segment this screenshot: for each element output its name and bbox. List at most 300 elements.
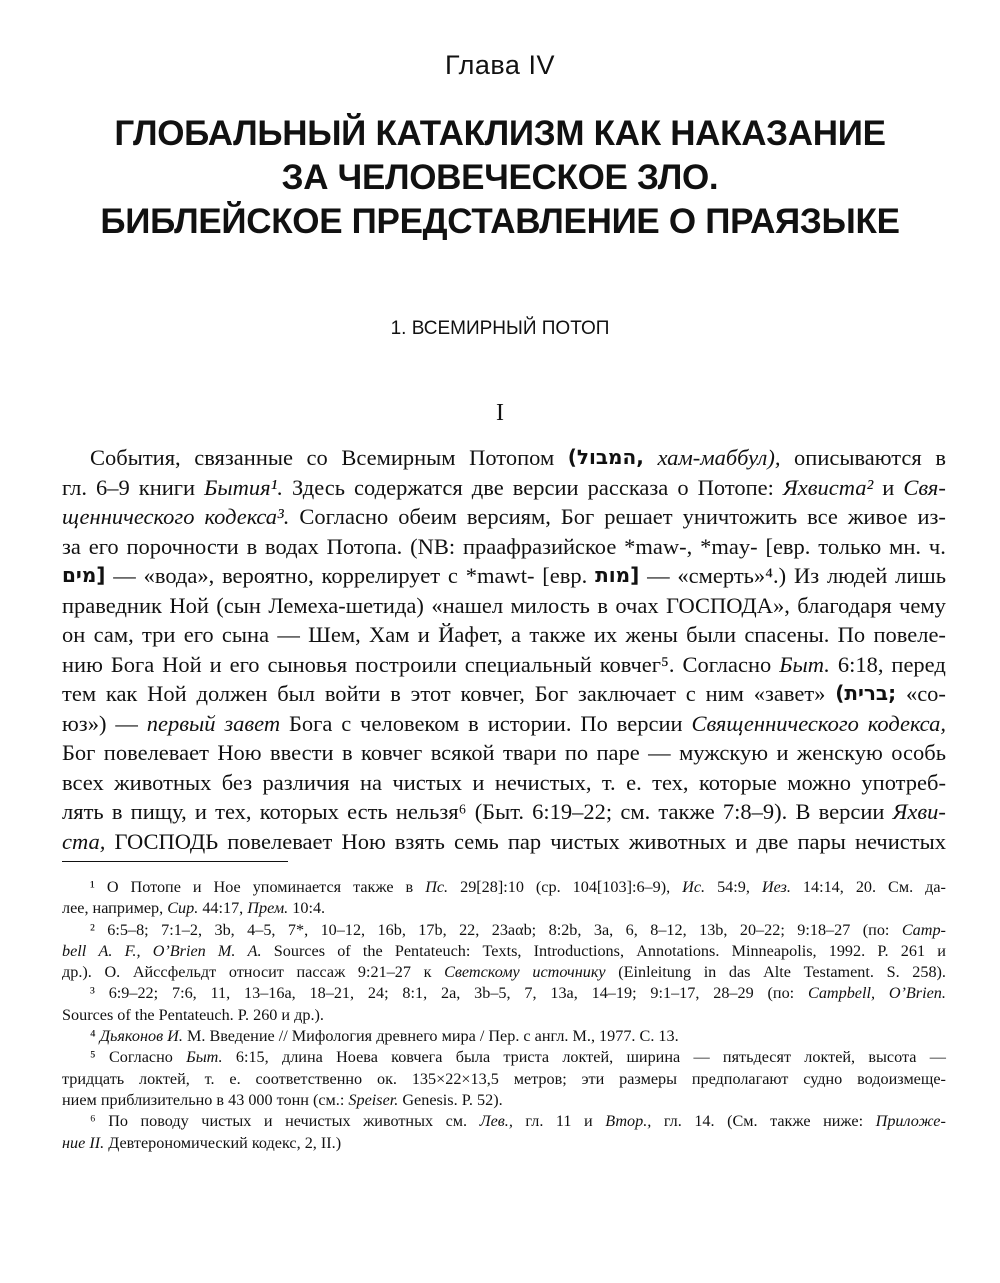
word: Дьяконов xyxy=(99,1027,164,1046)
word: связанные xyxy=(194,445,293,470)
word: 8:1, xyxy=(402,984,428,1003)
word: сына xyxy=(221,622,270,647)
word: (по: xyxy=(862,920,890,939)
word: локтей, xyxy=(139,1069,190,1088)
word: — xyxy=(693,1048,710,1067)
word: Светскому xyxy=(444,963,520,982)
word: версии xyxy=(616,710,683,736)
word: — xyxy=(929,1048,946,1067)
word: версии xyxy=(818,799,885,824)
word: 28–29 xyxy=(713,984,754,1003)
word: и xyxy=(735,828,748,854)
word: Пер. xyxy=(488,1027,520,1046)
word: есть xyxy=(347,799,388,824)
word: 17b, xyxy=(418,920,447,939)
word: Втор., xyxy=(605,1112,652,1131)
word: животных xyxy=(363,1112,434,1131)
word: С. xyxy=(639,1027,655,1046)
word: Потопе xyxy=(130,878,181,896)
word: тем xyxy=(62,681,97,706)
word: Camp- xyxy=(901,920,946,939)
word: Лемеха-шетида) xyxy=(268,592,424,618)
word: 000 xyxy=(248,1090,273,1109)
word: 43 xyxy=(228,1090,245,1109)
word: 10:4. xyxy=(292,899,326,918)
word: the xyxy=(134,1005,155,1024)
body-line xyxy=(62,797,946,827)
word: 258). xyxy=(912,963,946,982)
footnote-line xyxy=(62,941,946,962)
chapter-title-line: ЗА ЧЕЛОВЕЧЕСКОЕ ЗЛО. xyxy=(281,158,719,197)
word: также xyxy=(529,622,586,647)
word: Приложе- xyxy=(875,1112,946,1131)
word: всякой xyxy=(430,740,495,765)
word: и xyxy=(281,1005,291,1024)
footnote-line xyxy=(62,920,946,941)
body-text xyxy=(62,443,946,856)
word: 6, xyxy=(625,920,638,939)
word: По xyxy=(580,710,608,736)
word: Согласно xyxy=(299,504,389,529)
word: сыновья xyxy=(267,651,348,677)
word: — xyxy=(277,622,300,647)
word: Ной xyxy=(169,592,209,618)
word: высота xyxy=(868,1048,917,1067)
word: нием xyxy=(62,1090,97,1109)
word: ковчег, xyxy=(460,681,525,706)
word: чистых xyxy=(392,769,462,795)
word: 6:15, xyxy=(235,1048,269,1067)
word: книги xyxy=(138,474,196,500)
chapter-title xyxy=(0,112,1000,244)
word: пятьдесят xyxy=(722,1048,792,1067)
word: Sources xyxy=(62,1005,114,1024)
word: См. xyxy=(888,878,914,896)
word: др.). xyxy=(294,1005,324,1024)
word: нию xyxy=(62,651,103,677)
body-line xyxy=(62,473,946,503)
word: 135×22×13,5 xyxy=(411,1069,499,1088)
word: (по: xyxy=(767,984,795,1003)
word: и xyxy=(194,799,207,824)
word: ввести xyxy=(270,740,334,765)
word: нечистых xyxy=(854,828,946,854)
word: да- xyxy=(925,878,946,896)
word: мн. xyxy=(889,533,922,559)
word: он xyxy=(62,622,86,647)
word: II.) xyxy=(320,1133,342,1152)
word: Бога xyxy=(110,651,155,677)
word: И. xyxy=(167,1027,183,1046)
footnote-divider xyxy=(62,861,288,862)
word: [евр. xyxy=(765,533,811,559)
word: его xyxy=(229,651,260,677)
word: описываются xyxy=(794,445,922,470)
word: of xyxy=(117,1005,131,1024)
body-line xyxy=(62,561,946,591)
word: 260 xyxy=(253,1005,278,1024)
word: лять xyxy=(62,799,104,824)
word: ковчег xyxy=(360,740,423,765)
word: и xyxy=(209,651,222,677)
word: Texts, xyxy=(482,941,522,960)
word: A. xyxy=(247,941,262,960)
word: приблизительно xyxy=(100,1090,213,1109)
word: также xyxy=(353,878,394,896)
word: из- xyxy=(917,504,946,529)
word: повелевает xyxy=(227,828,333,854)
word: и xyxy=(882,474,895,500)
word: Йафет, xyxy=(438,622,503,647)
word: (см.: xyxy=(312,1090,345,1109)
word: / xyxy=(479,1027,485,1046)
word: животных xyxy=(114,769,212,795)
word: O’Brien. xyxy=(888,984,946,1003)
word: Девтерономический xyxy=(108,1133,248,1152)
word: войти xyxy=(324,681,381,706)
word: Genesis. xyxy=(402,1090,458,1109)
word: 20–22; xyxy=(739,920,785,939)
word: ГОСПОДЬ xyxy=(114,828,219,854)
word: были xyxy=(686,622,737,647)
word: Ною xyxy=(341,828,386,854)
word: Потопа. xyxy=(326,533,403,559)
word: ковчега xyxy=(391,1048,443,1067)
word: древнего xyxy=(376,1027,438,1046)
word: ⁶ xyxy=(90,1112,96,1131)
word: 52). xyxy=(477,1090,503,1109)
word: (המבול, xyxy=(567,445,644,469)
word: тех, xyxy=(215,799,252,824)
word: Всемирным xyxy=(341,445,456,470)
footnote-line xyxy=(62,877,946,898)
word: длина xyxy=(281,1048,323,1067)
word: по xyxy=(564,740,589,765)
word: Шем, xyxy=(308,622,361,647)
word: англ. xyxy=(534,1027,569,1046)
word: ¹ xyxy=(90,878,95,896)
word: Яхви- xyxy=(892,799,946,824)
word: Бытия¹. xyxy=(204,474,283,500)
word: водах xyxy=(265,533,319,559)
word: истории. xyxy=(487,710,572,736)
word: Здесь xyxy=(292,474,345,500)
word: F., xyxy=(124,941,141,960)
word: тонн xyxy=(276,1090,309,1109)
word: 9:18–27 xyxy=(797,920,851,939)
word: которые xyxy=(698,769,777,795)
word: ⁴ xyxy=(90,1027,96,1046)
word: Из xyxy=(793,563,820,588)
word: Alte xyxy=(763,963,791,982)
word: Ной xyxy=(162,651,202,677)
word: его xyxy=(88,533,119,559)
word: 6:9–22; xyxy=(108,984,159,1003)
body-line xyxy=(62,709,946,739)
word: II. xyxy=(89,1133,105,1152)
word: 6:18, xyxy=(837,651,884,677)
word: лее, xyxy=(62,899,89,918)
word: нечистых, xyxy=(494,769,592,795)
word: «вода», xyxy=(143,563,215,588)
word: bell xyxy=(62,941,87,960)
word: Бог xyxy=(534,681,569,706)
word: O’Brien xyxy=(152,941,206,960)
word: ниже: xyxy=(823,1112,864,1131)
word: спасены. xyxy=(744,622,830,647)
footnote-line xyxy=(62,983,946,1004)
word: 1977. xyxy=(599,1027,636,1046)
body-line xyxy=(62,738,946,768)
word: также xyxy=(770,1112,811,1131)
chapter-title-line: БИБЛЕЙСКОЕ ПРЕДСТАВЛЕНИЕ О ПРАЯЗЫКЕ xyxy=(100,202,900,241)
word: of xyxy=(337,941,351,960)
word: *mawt- xyxy=(465,563,535,588)
word: поводу xyxy=(140,1112,189,1131)
footnote-line xyxy=(62,1133,946,1154)
word: По xyxy=(108,1112,128,1131)
word: был xyxy=(277,681,316,706)
word: милость xyxy=(510,592,590,618)
word: Согласно xyxy=(682,651,772,677)
word: 11, xyxy=(210,984,231,1003)
word: 104[103]:6–9), xyxy=(572,878,671,896)
footnote-line xyxy=(62,1026,946,1047)
word: хам-маббул), xyxy=(657,445,781,470)
word: Прем. xyxy=(247,899,289,918)
word: A. xyxy=(98,941,113,960)
word: в xyxy=(468,710,479,736)
word: Ное xyxy=(213,878,241,896)
word: две xyxy=(471,474,504,500)
footnotes xyxy=(62,877,946,1154)
body-line xyxy=(62,650,946,680)
word: кодекса, xyxy=(867,710,946,736)
word: 20. xyxy=(855,878,877,896)
word: Айссфельдт xyxy=(132,963,217,982)
word: 2, xyxy=(304,1133,317,1152)
word: пищу, xyxy=(130,799,187,824)
word: в xyxy=(597,592,608,618)
body-line xyxy=(62,827,946,857)
word: the xyxy=(362,941,383,960)
footnote-line xyxy=(62,1069,946,1090)
word: [евр. xyxy=(542,563,588,588)
word: например, xyxy=(92,899,164,918)
word: завет xyxy=(224,710,281,736)
word: особь xyxy=(891,740,946,765)
word: в xyxy=(216,1090,225,1109)
body-line xyxy=(62,443,946,473)
word: юз») xyxy=(62,710,107,736)
word: версиям, xyxy=(466,504,551,529)
word: מים] xyxy=(62,563,106,587)
word: решает xyxy=(604,504,673,529)
word: и xyxy=(937,941,946,960)
word: сам, xyxy=(93,622,134,647)
word: 13a, xyxy=(550,984,578,1003)
footnote-line xyxy=(62,1047,946,1068)
word: чистых xyxy=(550,828,620,854)
body-line xyxy=(62,502,946,532)
body-line xyxy=(62,768,946,798)
word: 1992. xyxy=(828,941,866,960)
word: 8:2b, xyxy=(548,920,582,939)
word: Ис. xyxy=(682,878,706,896)
footnote-line xyxy=(62,962,946,983)
word: 7:1–2, xyxy=(161,920,203,939)
word: Speiser. xyxy=(348,1090,399,1109)
word: Ной xyxy=(147,681,187,706)
word: ок. xyxy=(376,1069,397,1088)
word: Свя- xyxy=(903,474,946,500)
word: в xyxy=(405,878,414,896)
word: (Einleitung xyxy=(618,963,692,982)
word: мужскую xyxy=(679,740,769,765)
word: водоизмеще- xyxy=(857,1069,946,1088)
word: в xyxy=(111,799,123,824)
word: за xyxy=(62,533,81,559)
word: локтей, xyxy=(562,1048,614,1067)
word: 3b–5, xyxy=(474,984,511,1003)
word: и xyxy=(584,1112,593,1131)
word: можно xyxy=(787,769,851,795)
word: а xyxy=(511,622,522,647)
word: с xyxy=(341,710,352,736)
word: P. xyxy=(237,1005,250,1024)
word: 14. xyxy=(694,1112,715,1131)
word: 23aαb; xyxy=(491,920,537,939)
word: 7:8–9). xyxy=(722,799,788,824)
word: (ср. xyxy=(535,878,561,896)
word: 13. xyxy=(658,1027,679,1046)
word: 9:1–17, xyxy=(650,984,700,1003)
word: 8–12, xyxy=(650,920,687,939)
word: нечистых xyxy=(285,1112,351,1131)
word: людей xyxy=(826,563,888,588)
word: 13b, xyxy=(699,920,728,939)
word: кодекса³. xyxy=(204,504,290,529)
word: М. xyxy=(186,1027,206,1046)
word: (См. xyxy=(727,1112,758,1131)
word: нельзя⁶ xyxy=(395,799,467,824)
word: 16b, xyxy=(377,920,406,939)
word: 7:6, xyxy=(171,984,197,1003)
word: благодаря xyxy=(797,592,892,618)
word: «смерть»⁴.) xyxy=(677,563,787,588)
word: 4–5, xyxy=(247,920,276,939)
word: Пс. xyxy=(425,878,449,896)
word: и xyxy=(263,1112,273,1131)
word: 10–12, xyxy=(320,920,366,939)
word: обеим xyxy=(398,504,457,529)
word: с xyxy=(447,563,458,588)
word: только xyxy=(818,533,882,559)
word: которых xyxy=(259,799,339,824)
word: 13–16a, xyxy=(244,984,296,1003)
word: т. xyxy=(601,769,616,795)
footnote-line xyxy=(62,1090,946,1111)
word: 6:5–8; xyxy=(107,920,149,939)
word: на xyxy=(360,769,383,795)
word: эти xyxy=(581,1069,605,1088)
word: «нашел xyxy=(431,592,504,618)
word: две xyxy=(756,828,789,854)
word: и xyxy=(776,740,789,765)
word: о xyxy=(677,474,689,500)
word: 14:14, xyxy=(802,878,844,896)
word: «со- xyxy=(905,681,946,706)
word: Яхвиста² xyxy=(782,474,874,500)
word: взять xyxy=(394,828,445,854)
word: е. xyxy=(229,1069,241,1088)
word: др.). xyxy=(62,963,92,982)
word: с xyxy=(523,1027,531,1046)
word: 3a, xyxy=(593,920,614,939)
word: Потопе: xyxy=(697,474,774,500)
word: употреб- xyxy=(861,769,946,795)
word: уничтожить xyxy=(682,504,798,529)
word: Annotations. xyxy=(636,941,720,960)
word: מות] xyxy=(595,563,640,587)
word: соответственно xyxy=(255,1069,363,1088)
word: 14–19; xyxy=(591,984,637,1003)
word: Testament. xyxy=(803,963,874,982)
word: пары xyxy=(797,828,846,854)
word: Сир. xyxy=(167,899,199,918)
word: см. xyxy=(620,799,651,824)
word: женскую xyxy=(796,740,883,765)
word: триста xyxy=(503,1048,550,1067)
word: Введение xyxy=(209,1027,275,1046)
word: три xyxy=(142,622,176,647)
word: — xyxy=(648,740,671,765)
word: вероятно, xyxy=(222,563,314,588)
word: ² xyxy=(90,920,95,939)
word: 3b, xyxy=(214,920,235,939)
word: тех, xyxy=(652,769,689,795)
word: ширина xyxy=(626,1048,681,1067)
body-line xyxy=(62,620,946,650)
word: 9:21–27 xyxy=(357,963,411,982)
word: // xyxy=(278,1027,288,1046)
word: пар xyxy=(507,828,542,854)
word: ч. xyxy=(928,533,946,559)
word: была xyxy=(455,1048,491,1067)
word: ние xyxy=(62,1133,86,1152)
word: Лев., xyxy=(479,1112,513,1131)
word: перед xyxy=(891,651,946,677)
word: его xyxy=(183,622,214,647)
footnote-line xyxy=(62,1111,946,1132)
word: 18–21, xyxy=(309,984,355,1003)
word: — xyxy=(647,563,670,588)
word: повеле- xyxy=(873,622,946,647)
word: первый xyxy=(146,710,216,736)
word: чистых xyxy=(201,1112,252,1131)
word: Бог xyxy=(62,740,96,765)
word: das xyxy=(728,963,751,982)
word: семь xyxy=(453,828,499,854)
word: версии xyxy=(512,474,579,500)
word: всех xyxy=(62,769,104,795)
word: е. xyxy=(626,769,642,795)
chapter-title-line: ГЛОБАЛЬНЫЙ КАТАКЛИЗМ КАК НАКАЗАНИЕ xyxy=(114,114,886,153)
word: и xyxy=(192,878,202,896)
section-heading: 1. ВСЕМИРНЫЙ ПОТОП xyxy=(390,318,610,339)
word: Pentateuch: xyxy=(394,941,471,960)
footnote-line xyxy=(62,898,946,919)
